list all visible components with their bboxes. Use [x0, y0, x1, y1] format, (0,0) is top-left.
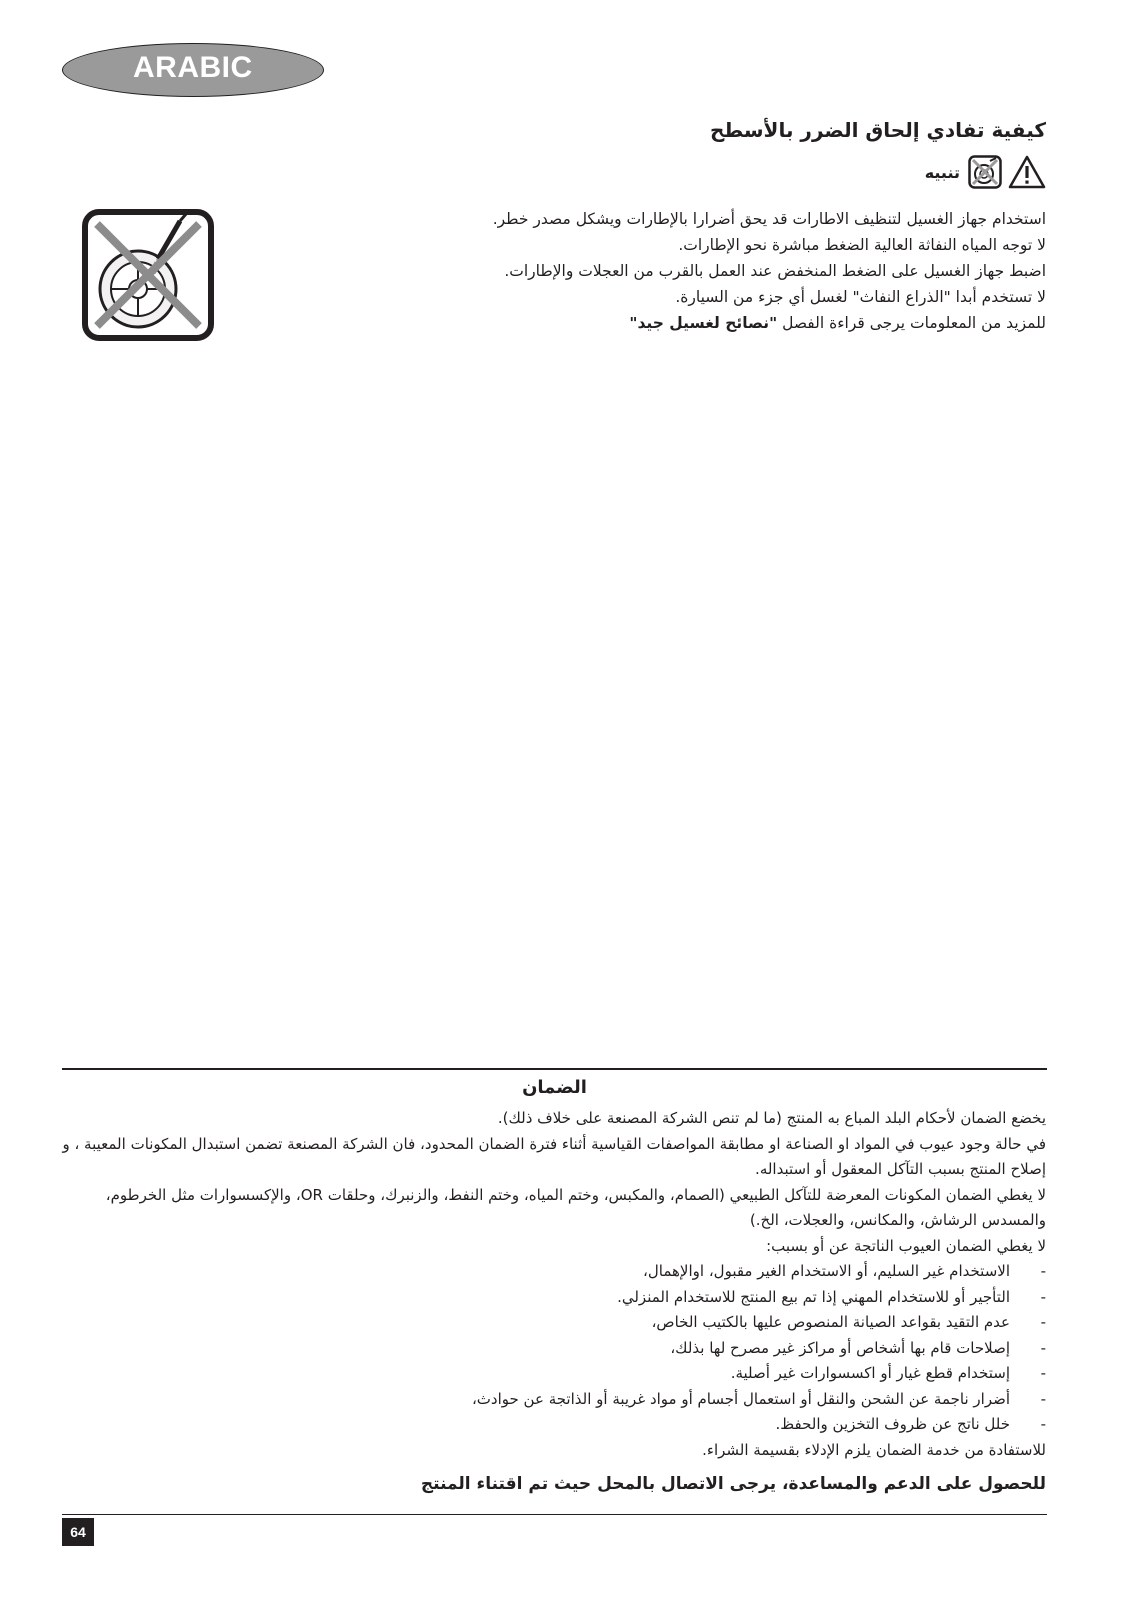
footer-divider	[62, 1514, 1047, 1515]
language-badge-label: ARABIC	[133, 51, 253, 84]
warranty-text	[61, 1106, 1046, 1463]
more-info-chapter: "نصائح لغسيل جيد"	[629, 314, 778, 332]
list-item: - إصلاحات قام بها أشخاص أو مراكز غير مصرح لها بذلك،	[61, 1336, 1046, 1362]
section-title-surface-damage: كيفية تفادي إلحاق الضرر بالأسطح	[709, 118, 1046, 142]
list-item: - إستخدام قطع غيار أو اكسسوارات غير أصلية.	[61, 1361, 1046, 1387]
warranty-paragraph: للاستفادة من خدمة الضمان يلزم الإدلاء بقسيمة الشراء.	[702, 1440, 1046, 1459]
body-line: استخدام جهاز الغسيل لتنظيف الاطارات قد يحق أضرارا بالإطارات ويشكل مصدر خطر.	[492, 210, 1046, 228]
warranty-paragraph: لا يغطي الضمان المكونات المعرضة للتآكل الطبيعي (الصمام، والمكبس، وختم المياه، وختم النفط، والزنبرك، وحلقات OR، والإكسسوارات مثل الخرطوم، والمسدس الرشاش، والمكانس، والعجلات، الخ.)	[105, 1185, 1046, 1229]
caution-row	[925, 152, 1046, 192]
warranty-exclusions-list	[61, 1259, 1046, 1438]
list-item: - عدم التقيد بقواعد الصيانة المنصوص عليها بالكتيب الخاص،	[61, 1310, 1046, 1336]
caution-label: تنبيه	[924, 162, 960, 182]
list-item: - التأجير أو للاستخدام المهني إذا تم بيع المنتج للاستخدام المنزلي.	[61, 1285, 1046, 1311]
more-info-line	[366, 310, 1046, 336]
body-line: لا تستخدم أبدا "الذراع النفاث" لغسل أي جزء من السيارة.	[675, 288, 1046, 306]
language-badge	[62, 43, 324, 97]
list-item: - أضرار ناجمة عن الشحن والنقل أو استعمال أجسام أو مواد غريبة أو الذاتجة عن حوادث،	[61, 1387, 1046, 1413]
support-contact-line: للحصول على الدعم والمساعدة، يرجى الاتصال بالمحل حيث تم اقتناء المنتج	[420, 1474, 1046, 1494]
body-line: اضبط جهاز الغسيل على الضغط المنخفض عند العمل بالقرب من العجلات والإطارات.	[504, 262, 1046, 280]
body-line: لا توجه المياه النفاثة العالية الضغط مباشرة نحو الإطارات.	[678, 236, 1046, 254]
warning-triangle-icon	[1008, 154, 1046, 190]
warranty-title: الضمان	[522, 1077, 587, 1098]
section-divider	[62, 1068, 1047, 1070]
more-info-prefix: للمزيد من المعلومات يرجى قراءة الفصل	[782, 314, 1046, 332]
no-jet-on-tire-icon	[968, 155, 1002, 189]
page-number: 64	[62, 1518, 94, 1546]
surface-damage-text	[366, 206, 1046, 336]
tire-washing-prohibited-icon	[82, 209, 214, 341]
warranty-paragraph: يخضع الضمان لأحكام البلد المباع به المنتج (ما لم تنص الشركة المصنعة على خلاف ذلك).	[497, 1109, 1046, 1127]
list-item: - خلل ناتج عن ظروف التخزين والحفظ.	[61, 1412, 1046, 1438]
list-item: - الاستخدام غير السليم، أو الاستخدام الغير مقبول، اوالإهمال،	[61, 1259, 1046, 1285]
warranty-paragraph: في حالة وجود عيوب في المواد او الصناعة او مطابقة المواصفات القياسية أثناء فترة الضمان المحدود، فان الشركة المصنعة تضمن استبدال المكونات المعيبة ، و إصلاح المنتج بسبب التآكل المعقول أو استبداله.	[62, 1134, 1046, 1178]
warranty-paragraph: لا يغطي الضمان العيوب الناتجة عن أو بسبب:	[766, 1236, 1046, 1255]
